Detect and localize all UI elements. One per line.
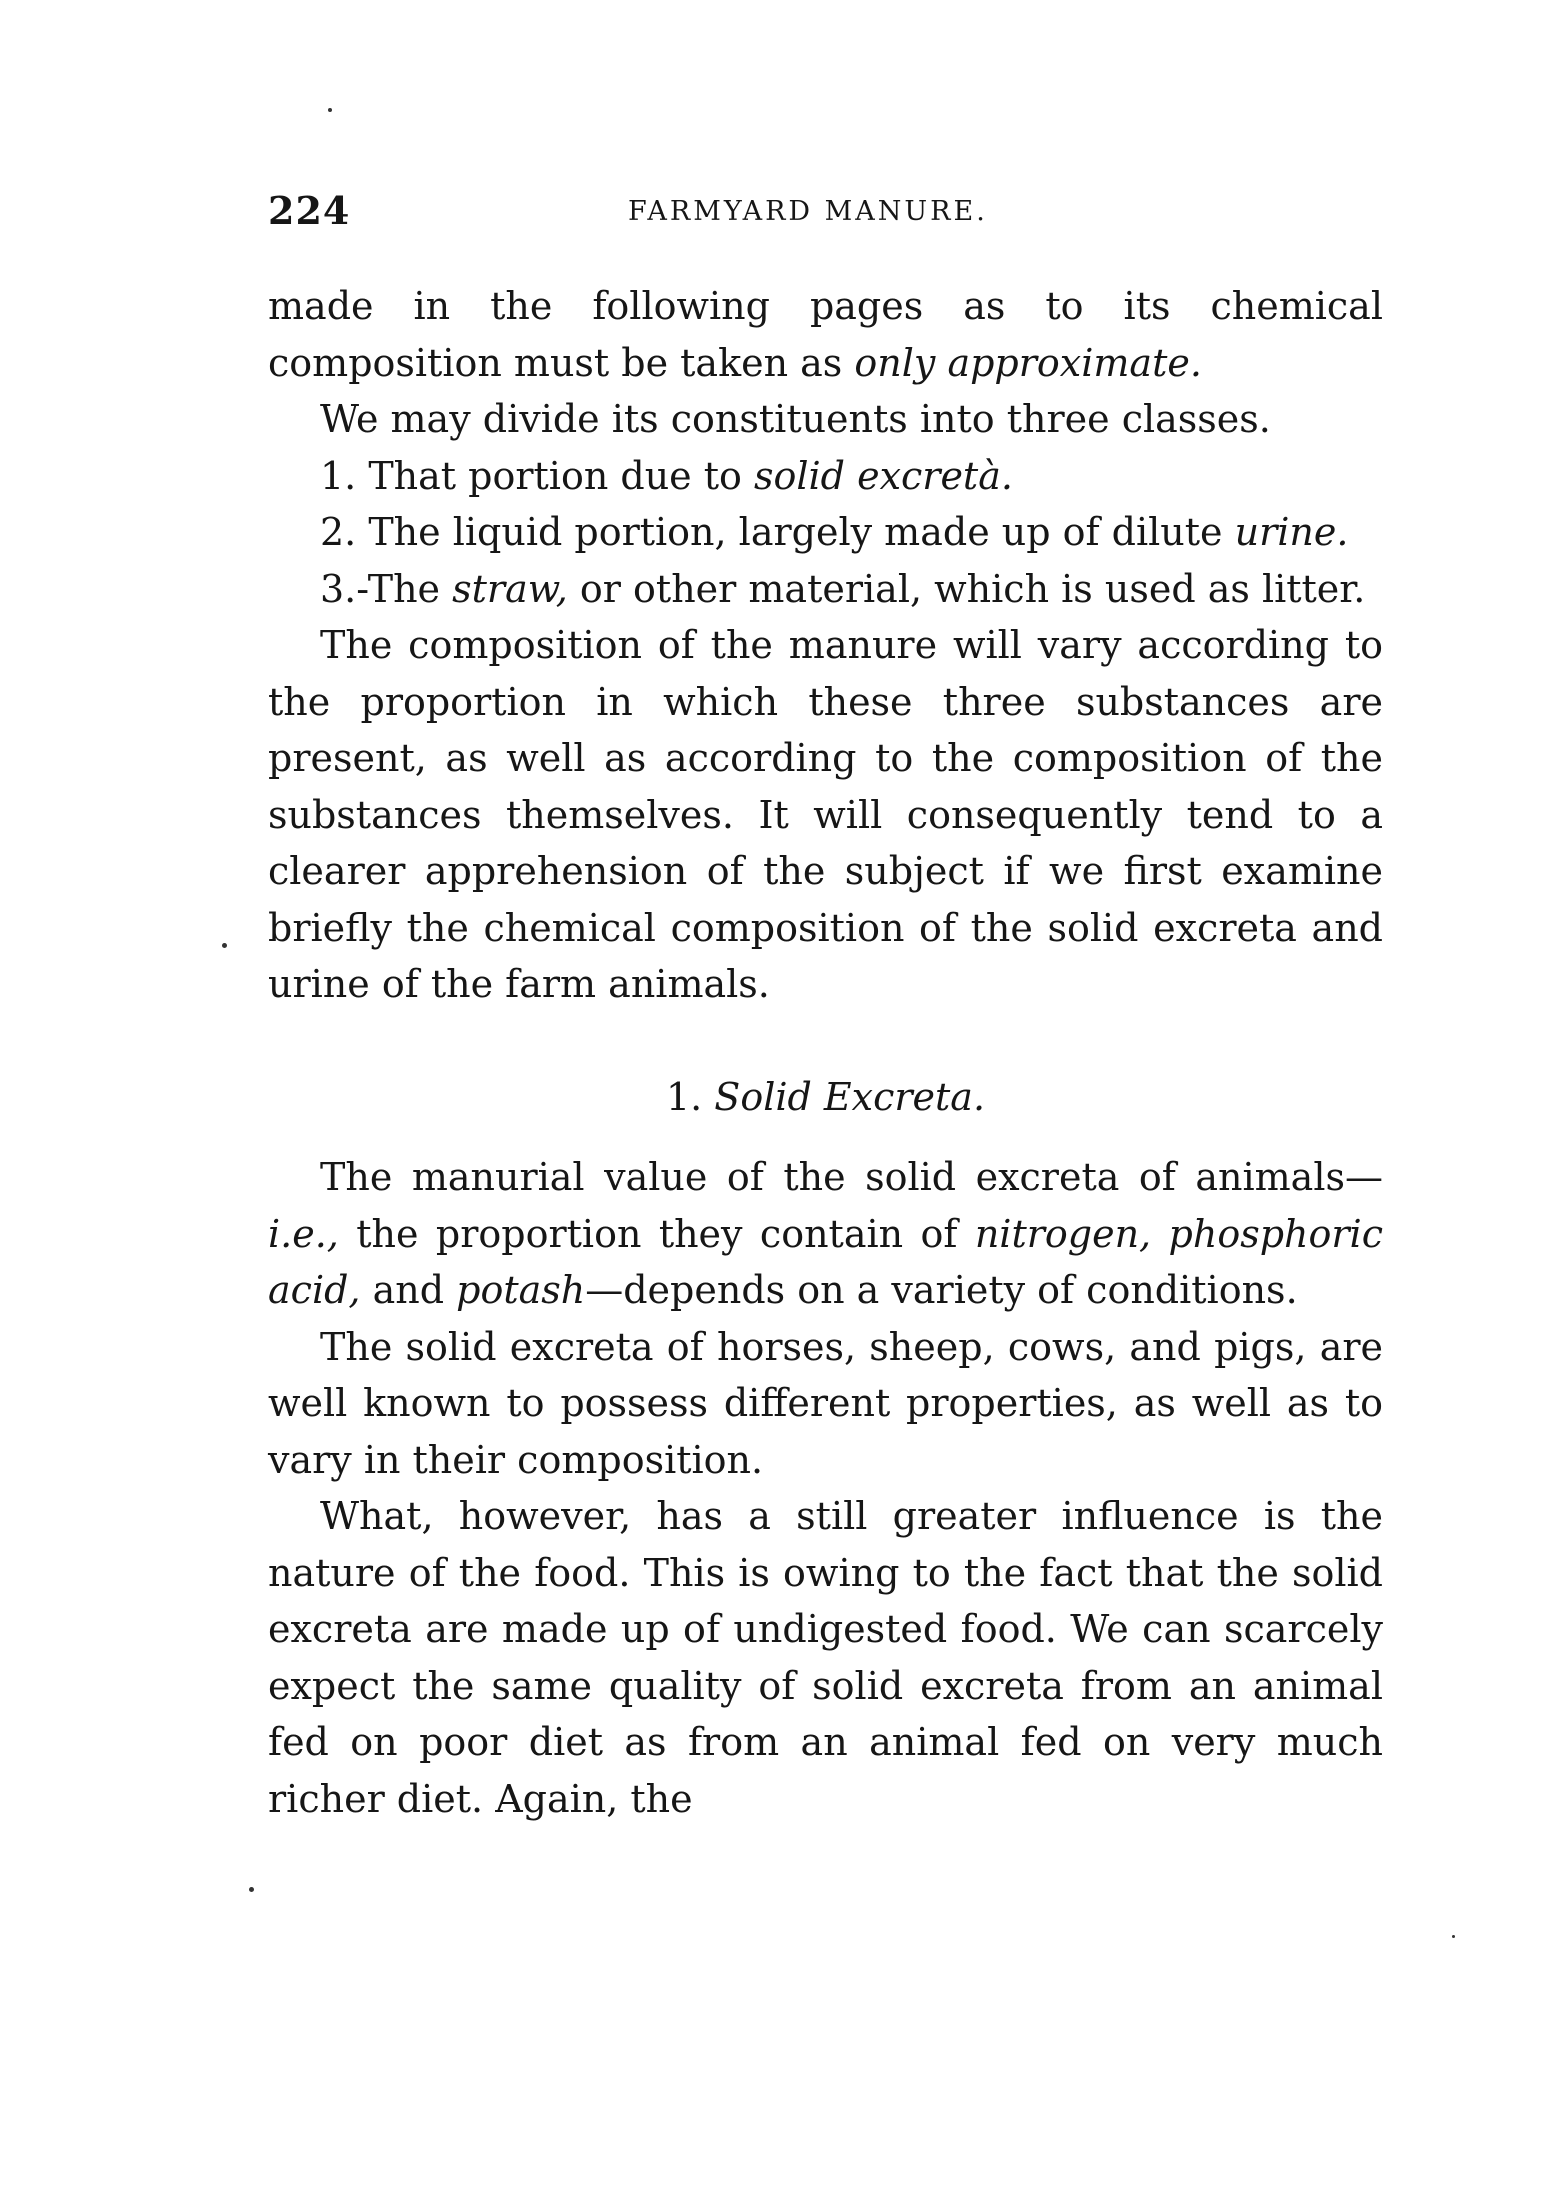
emphasis: only approximate. [854, 340, 1202, 385]
list-item: 2. The liquid portion, largely made up of dilute urine. [320, 510, 1349, 554]
scan-speck [328, 108, 332, 112]
paragraph: What, however, has a still greater influence is the nature of the food. This is owing to the fact that the solid excreta are made up of undigested food. We can scarcely expect the same quality of solid excreta from an animal fed on poor diet as from an animal fed on very much richer diet. Again, the [268, 1494, 1383, 1821]
scan-speck [222, 943, 227, 948]
list-item: 1. That portion due to solid excretà. [320, 453, 1013, 498]
emphasis: nitrogen, phosphoric acid, [268, 1211, 1383, 1312]
paragraph: The solid excreta of horses, sheep, cows, and pigs, are well known to possess different properties, as well as to vary in their composition. [268, 1324, 1383, 1482]
emphasis: potash [456, 1268, 586, 1312]
page-number: 224 [268, 188, 351, 233]
running-title: FARMYARD MANURE. [628, 196, 988, 227]
emphasis: solid excretà. [753, 453, 1013, 498]
paragraph: We may divide its constituents into three classes. [320, 397, 1271, 441]
page-header [268, 188, 1383, 238]
body-text [268, 278, 1383, 1827]
scan-speck [249, 1887, 254, 1892]
emphasis: i.e., [268, 1211, 339, 1256]
scan-speck [1452, 1935, 1455, 1938]
emphasis: straw, [452, 566, 568, 611]
paragraph: The composition of the manure will vary according to the proportion in which these three substances are present, as well as according to the composition of the substances themselves. It will consequently tend to a clearer apprehension of the subject if we first examine briefly the chemical composition of the solid excreta and urine of the farm animals. [268, 623, 1383, 1006]
emphasis: urine. [1234, 510, 1349, 554]
paragraph-continuation: made in the following pages as to its chemical composition must be taken as only approximate. [268, 284, 1383, 385]
section-heading: 1. Solid Excreta. [665, 1074, 986, 1119]
list-item: 3.-The straw, or other material, which is used as litter. [320, 566, 1366, 611]
paragraph: The manurial value of the solid excreta of animals—i.e., the proportion they contain of nitrogen, phosphoric acid, and potash—depends on a variety of conditions. [268, 1155, 1383, 1312]
section-heading-title: Solid Excreta. [714, 1074, 986, 1119]
